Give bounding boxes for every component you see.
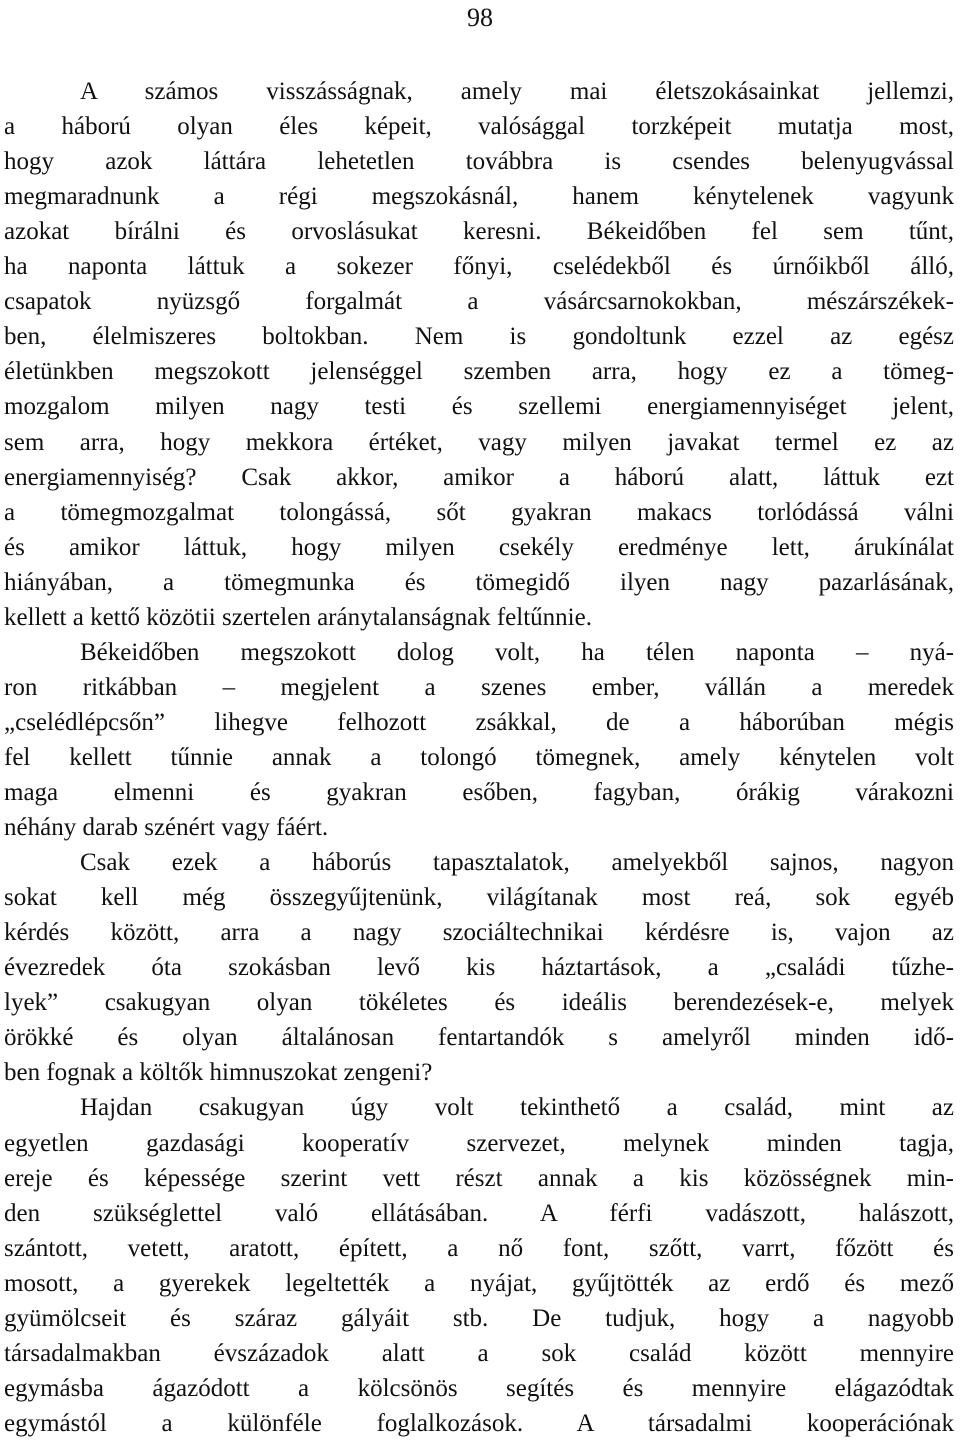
text-line: „cselédlépcsőn” lihegve felhozott zsákkal, de a háborúban mégis [4,708,954,736]
text-line: gyümölcseit és száraz gályáit stb. De tudjuk, hogy a nagyobb [4,1304,954,1332]
text-line: életünkben megszokott jelenséggel szemben arra, hogy ez a tömeg- [4,358,954,386]
text-line: ereje és képessége szerint vett részt annak a kis közösségnek min- [4,1164,954,1192]
text-line: mosott, a gyerekek legeltették a nyájat, gyűjtötték az erdő és mező [4,1269,954,1297]
text-line: ron ritkábban – megjelent a szenes ember, vállán a meredek [4,673,954,701]
text-line: örökké és olyan általánosan fentartandók s amelyről minden idő- [4,1024,954,1052]
text-line: ben fognak a költők himnuszokat zengeni? [4,1059,433,1087]
text-line: Hajdan csakugyan úgy volt tekinthető a család, mint az [80,1094,954,1122]
text-line: szántott, vetett, aratott, épített, a nő font, szőtt, varrt, főzött és [4,1234,954,1262]
page-number: 98 [467,3,493,32]
text-line: ha naponta láttuk a sokezer főnyi, cselédekből és úrnőikből álló, [4,253,954,281]
text-line: fel kellett tűnnie annak a tolongó tömegnek, amely kénytelen volt [4,743,954,771]
text-line: hiányában, a tömegmunka és tömegidő ilyen nagy pazarlásának, [4,568,954,596]
text-line: Békeidőben megszokott dolog volt, ha télen naponta – nyá- [80,638,954,666]
text-line: néhány darab szénért vagy fáért. [4,814,329,842]
text-line: maga elmenni és gyakran esőben, fagyban, órákig várakozni [4,779,954,806]
text-line: A számos visszásságnak, amely mai életszokásainkat jellemzi, [80,78,954,105]
text-line: Csak ezek a háborús tapasztalatok, amelyekből sajnos, nagyon [80,849,954,877]
text-line: kellett a kettő közötii szertelen aránytalanságnak feltűnnie. [4,603,592,631]
text-line: egymástól a különféle foglalkozások. A társadalmi kooperációnak [4,1409,954,1437]
text-line: sokat kell még összegyűjtenünk, világítanak most reá, sok egyéb [4,884,954,912]
text-line: mozgalom milyen nagy testi és szellemi energiamennyiséget jelent, [4,393,954,421]
text-line: sem arra, hogy mekkora értéket, vagy milyen javakat termel ez az [4,428,954,456]
text-line: energiamennyiség? Csak akkor, amikor a háború alatt, láttuk ezt [4,463,954,491]
text-line: a háború olyan éles képeit, valósággal torzképeit mutatja most, [4,113,954,141]
text-line: egyetlen gazdasági kooperatív szervezet, melynek minden tagja, [4,1129,954,1157]
text-line: lyek” csakugyan olyan tökéletes és ideális berendezések-e, melyek [4,989,954,1017]
text-line: évezredek óta szokásban levő kis háztartások, a „családi tűzhe- [4,954,954,982]
text-line: den szükséglettel való ellátásában. A férfi vadászott, halászott, [4,1199,954,1227]
text-line: azokat bírálni és orvoslásukat keresni. Békeidőben fel sem tűnt, [4,218,954,246]
text-line: és amikor láttuk, hogy milyen csekély eredménye lett, árukínálat [4,533,954,561]
text-line: ben, élelmiszeres boltokban. Nem is gondoltunk ezzel az egész [4,323,954,351]
text-line: kérdés között, arra a nagy szociáltechnikai kérdésre is, vajon az [4,919,954,947]
text-line: a tömegmozgalmat tolongássá, sőt gyakran makacs torlódássá válni [4,498,954,526]
text-line: hogy azok láttára lehetetlen továbbra is csendes belenyugvással [4,148,954,176]
text-line: csapatok nyüzsgő forgalmát a vásárcsarnokokban, mészárszékek- [4,288,954,316]
text-line: megmaradnunk a régi megszokásnál, hanem kénytelenek vagyunk [4,183,954,211]
text-line: társadalmakban évszázadok alatt a sok család között mennyire [4,1339,954,1367]
text-line: egymásba ágazódott a kölcsönös segítés és mennyire elágazódtak [4,1374,954,1402]
